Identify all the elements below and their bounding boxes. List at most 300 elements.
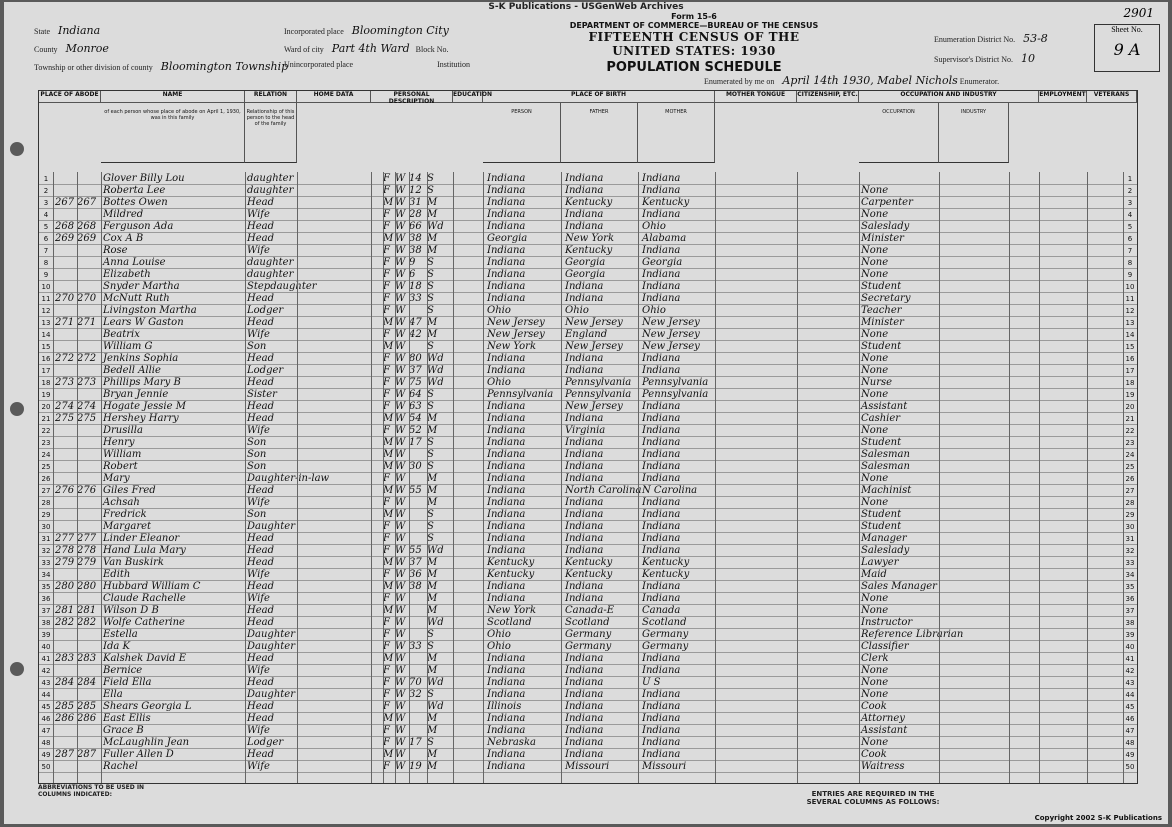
occupation: None — [861, 593, 889, 604]
birthplace-mother: Indiana — [642, 581, 681, 592]
table-row — [39, 593, 1137, 605]
sheet-label: Sheet No. — [1111, 25, 1143, 34]
state-line — [34, 24, 288, 42]
sex: F — [383, 173, 390, 184]
dwelling-number — [55, 185, 77, 197]
race: W — [395, 509, 406, 520]
relation: Daughter-in-law — [247, 473, 330, 484]
occupation: Attorney — [861, 713, 905, 724]
row-number: 14 — [41, 331, 51, 339]
person-name: Anna Louise — [103, 257, 166, 268]
occupation: Cook — [861, 701, 887, 712]
birthplace-person: Indiana — [487, 509, 526, 520]
relation: Son — [247, 449, 267, 460]
row-number: 26 — [41, 475, 51, 483]
person-name: East Ellis — [103, 713, 151, 724]
person-name: Bryan Jennie — [103, 389, 169, 400]
occupation: None — [861, 473, 889, 484]
occupation: Nurse — [861, 377, 893, 388]
birthplace-father: North Carolina — [565, 485, 642, 496]
sex: F — [383, 353, 390, 364]
row-number: 27 — [41, 487, 51, 495]
age: 37 — [409, 365, 422, 376]
birthplace-father: New Jersey — [565, 341, 623, 352]
birthplace-mother: Indiana — [642, 653, 681, 664]
marital-status: S — [427, 401, 434, 412]
person-name: McNutt Ruth — [103, 293, 170, 304]
family-number — [77, 629, 99, 641]
binder-hole — [10, 142, 24, 156]
row-number: 29 — [41, 511, 51, 519]
birthplace-father: Indiana — [565, 173, 604, 184]
sex: F — [383, 293, 390, 304]
birthplace-mother: Georgia — [642, 257, 683, 268]
birthplace-father: Indiana — [565, 593, 604, 604]
row-number: 32 — [1125, 547, 1135, 555]
dwelling-number: 280 — [55, 581, 75, 592]
marital-status: M — [427, 197, 438, 208]
age: 37 — [409, 557, 422, 568]
race: W — [395, 701, 406, 712]
birthplace-father: New Jersey — [565, 317, 623, 328]
age: 17 — [409, 737, 422, 748]
birthplace-person: Nebraska — [487, 737, 536, 748]
relation: Daughter — [247, 521, 295, 532]
age — [409, 509, 425, 521]
occupation — [861, 173, 939, 185]
birthplace-father: Indiana — [565, 533, 604, 544]
sex: F — [383, 533, 390, 544]
birthplace-person: New Jersey — [487, 329, 545, 340]
birthplace-mother: Indiana — [642, 749, 681, 760]
person-name: Rachel — [103, 761, 138, 772]
relation: Head — [247, 485, 275, 496]
table-row — [39, 461, 1137, 473]
person-name: Van Buskirk — [103, 557, 164, 568]
person-name: Cox A B — [103, 233, 144, 244]
table-row — [39, 485, 1137, 497]
person-name: Estella — [103, 629, 138, 640]
dwelling-number — [55, 209, 77, 221]
table-row — [39, 221, 1137, 233]
birthplace-father: Indiana — [565, 665, 604, 676]
dwelling-number: 270 — [55, 293, 75, 304]
row-number: 25 — [41, 463, 51, 471]
row-number: 21 — [41, 415, 51, 423]
age: 28 — [409, 209, 422, 220]
birthplace-person: Indiana — [487, 221, 526, 232]
row-number: 48 — [41, 739, 51, 747]
relation: Head — [247, 677, 275, 688]
column-rule — [1009, 172, 1010, 783]
marital-status: S — [427, 305, 434, 316]
person-name: Achsah — [103, 497, 140, 508]
dwelling-number — [55, 473, 77, 485]
dwelling-number — [55, 593, 77, 605]
occupation: None — [861, 209, 889, 220]
age: 63 — [409, 401, 422, 412]
race: W — [395, 281, 406, 292]
census-table — [38, 90, 1138, 784]
table-row — [39, 197, 1137, 209]
incorporated-label: Incorporated place — [284, 27, 344, 36]
birthplace-mother: Indiana — [642, 269, 681, 280]
family-number: 277 — [77, 533, 97, 544]
birthplace-father: Germany — [565, 629, 612, 640]
age: 55 — [409, 485, 422, 496]
marital-status: Wd — [427, 701, 444, 712]
birthplace-person: New Jersey — [487, 317, 545, 328]
sheet-number-box — [1094, 24, 1160, 72]
relation: Head — [247, 401, 275, 412]
row-number: 49 — [1125, 751, 1135, 759]
sex: M — [383, 749, 394, 760]
birthplace-person: Indiana — [487, 545, 526, 556]
dwelling-number — [55, 449, 77, 461]
column-rule — [1087, 172, 1088, 783]
row-number: 35 — [41, 583, 51, 591]
sex: M — [383, 509, 394, 520]
township-line — [34, 60, 288, 78]
age: 36 — [409, 569, 422, 580]
birthplace-mother: Indiana — [642, 665, 681, 676]
family-number — [77, 257, 99, 269]
dwelling-number: 272 — [55, 353, 75, 364]
age: 6 — [409, 269, 416, 280]
age — [409, 533, 425, 545]
person-name: Phillips Mary B — [103, 377, 181, 388]
family-number: 279 — [77, 557, 97, 568]
table-row — [39, 557, 1137, 569]
row-number: 46 — [41, 715, 51, 723]
marital-status: M — [427, 665, 438, 676]
family-number — [77, 497, 99, 509]
row-number: 2 — [43, 187, 49, 195]
dwelling-number — [55, 365, 77, 377]
row-number: 8 — [1127, 259, 1133, 267]
race: W — [395, 257, 406, 268]
ward-label: Ward of city — [284, 45, 324, 54]
family-number: 268 — [77, 221, 97, 232]
family-number: 285 — [77, 701, 97, 712]
birthplace-mother: Indiana — [642, 509, 681, 520]
sex: M — [383, 653, 394, 664]
family-number — [77, 521, 99, 533]
birthplace-mother: Indiana — [642, 689, 681, 700]
marital-status: M — [427, 485, 438, 496]
marital-status: M — [427, 761, 438, 772]
occupation: Cook — [861, 749, 887, 760]
row-number: 12 — [41, 307, 51, 315]
institution-label: Institution — [437, 60, 470, 69]
marital-status: M — [427, 713, 438, 724]
birthplace-mother: Indiana — [642, 209, 681, 220]
family-number: 283 — [77, 653, 97, 664]
person-name: Jenkins Sophia — [103, 353, 179, 364]
birthplace-person: New York — [487, 605, 536, 616]
relation: Wife — [247, 329, 270, 340]
age: 55 — [409, 545, 422, 556]
table-row — [39, 569, 1137, 581]
sex: F — [383, 221, 390, 232]
sex: F — [383, 665, 390, 676]
race: W — [395, 545, 406, 556]
person-name: Hogate Jessie M — [103, 401, 186, 412]
age: 31 — [409, 197, 422, 208]
marital-status: M — [427, 725, 438, 736]
birthplace-father: New Jersey — [565, 401, 623, 412]
occupation: None — [861, 425, 889, 436]
relation: Wife — [247, 209, 270, 220]
birthplace-person: Indiana — [487, 437, 526, 448]
birthplace-father: New York — [565, 233, 614, 244]
relation: Wife — [247, 665, 270, 676]
birthplace-mother: Indiana — [642, 293, 681, 304]
row-number: 36 — [1125, 595, 1135, 603]
birthplace-father: Ohio — [565, 305, 589, 316]
race: W — [395, 641, 406, 652]
incorporated-value: Bloomington City — [351, 24, 449, 37]
age: 64 — [409, 389, 422, 400]
row-number: 38 — [1125, 619, 1135, 627]
age: 33 — [409, 293, 422, 304]
race: W — [395, 449, 406, 460]
table-row — [39, 677, 1137, 689]
race: W — [395, 569, 406, 580]
dwelling-number — [55, 461, 77, 473]
row-number: 37 — [41, 607, 51, 615]
occupation: Waitress — [861, 761, 905, 772]
table-row — [39, 749, 1137, 761]
birthplace-father: Indiana — [565, 545, 604, 556]
marital-status: S — [427, 389, 434, 400]
row-number: 28 — [1125, 499, 1135, 507]
row-number: 31 — [41, 535, 51, 543]
race: W — [395, 173, 406, 184]
relation: Son — [247, 461, 267, 472]
row-number: 31 — [1125, 535, 1135, 543]
relation: Head — [247, 605, 275, 616]
row-number: 16 — [1125, 355, 1135, 363]
birthplace-person: Indiana — [487, 197, 526, 208]
footer — [38, 784, 1136, 820]
person-name: Margaret — [103, 521, 152, 532]
birthplace-person: Indiana — [487, 713, 526, 724]
age — [409, 749, 425, 761]
occupation: None — [861, 329, 889, 340]
relation: Lodger — [247, 365, 284, 376]
person-name: Snyder Martha — [103, 281, 180, 292]
dwelling-number: 273 — [55, 377, 75, 388]
dwelling-number — [55, 689, 77, 701]
birthplace-person: Indiana — [487, 473, 526, 484]
birthplace-person: Indiana — [487, 533, 526, 544]
relation: Head — [247, 557, 275, 568]
age: 47 — [409, 317, 422, 328]
age: 32 — [409, 689, 422, 700]
person-name: Hand Lula Mary — [103, 545, 186, 556]
relation: Head — [247, 197, 275, 208]
marital-status: S — [427, 689, 434, 700]
relation: Head — [247, 701, 275, 712]
family-number: 281 — [77, 605, 97, 616]
relation: daughter — [247, 173, 294, 184]
dwelling-number: 268 — [55, 221, 75, 232]
race: W — [395, 425, 406, 436]
marital-status: S — [427, 461, 434, 472]
person-name: McLaughlin Jean — [103, 737, 190, 748]
occupation: None — [861, 677, 889, 688]
occupation: None — [861, 257, 889, 268]
occupation: Student — [861, 341, 902, 352]
table-row — [39, 629, 1137, 641]
relation: Head — [247, 377, 275, 388]
age: 12 — [409, 185, 422, 196]
race: W — [395, 197, 406, 208]
table-row — [39, 233, 1137, 245]
birthplace-father: Indiana — [565, 281, 604, 292]
birthplace-father: Indiana — [565, 293, 604, 304]
table-row — [39, 257, 1137, 269]
family-number: 287 — [77, 749, 97, 760]
sex: F — [383, 257, 390, 268]
table-row — [39, 377, 1137, 389]
birthplace-mother: New Jersey — [642, 329, 700, 340]
race: W — [395, 677, 406, 688]
age — [409, 497, 425, 509]
birthplace-father: Indiana — [565, 725, 604, 736]
birthplace-person: Indiana — [487, 665, 526, 676]
birthplace-mother: Indiana — [642, 521, 681, 532]
table-row — [39, 209, 1137, 221]
person-name: Roberta Lee — [103, 185, 166, 196]
relation: Head — [247, 413, 275, 424]
birthplace-father: Indiana — [565, 713, 604, 724]
person-name: Ella — [103, 689, 123, 700]
column-rule — [483, 172, 484, 783]
relation: Daughter — [247, 689, 295, 700]
birthplace-person: Indiana — [487, 401, 526, 412]
sex: M — [383, 557, 394, 568]
family-number — [77, 185, 99, 197]
dwelling-number: 284 — [55, 677, 75, 688]
row-number: 42 — [41, 667, 51, 675]
birthplace-mother: Germany — [642, 641, 689, 652]
column-rule — [715, 172, 716, 783]
dwelling-number — [55, 389, 77, 401]
row-number: 47 — [41, 727, 51, 735]
birthplace-father: Kentucky — [565, 569, 613, 580]
dwelling-number — [55, 257, 77, 269]
birthplace-father: Indiana — [565, 209, 604, 220]
person-name: Bottes Owen — [103, 197, 168, 208]
row-number: 11 — [1125, 295, 1135, 303]
birthplace-mother: Ohio — [642, 221, 666, 232]
race: W — [395, 629, 406, 640]
dwelling-number — [55, 761, 77, 773]
dwelling-number: 274 — [55, 401, 75, 412]
family-number — [77, 593, 99, 605]
birthplace-person: Kentucky — [487, 557, 535, 568]
birthplace-person: Indiana — [487, 245, 526, 256]
race: W — [395, 617, 406, 628]
birthplace-person: Indiana — [487, 725, 526, 736]
birthplace-father: Indiana — [565, 497, 604, 508]
table-row — [39, 245, 1137, 257]
marital-status: S — [427, 281, 434, 292]
table-row — [39, 605, 1137, 617]
row-number: 43 — [41, 679, 51, 687]
table-row — [39, 713, 1137, 725]
person-name: Shears Georgia L — [103, 701, 192, 712]
township-label: Township or other division of county — [34, 63, 153, 72]
race: W — [395, 521, 406, 532]
table-row — [39, 509, 1137, 521]
sex: F — [383, 185, 390, 196]
state-value: Indiana — [58, 24, 101, 37]
row-number: 20 — [1125, 403, 1135, 411]
relation: Head — [247, 317, 275, 328]
birthplace-person: Indiana — [487, 653, 526, 664]
row-number: 11 — [41, 295, 51, 303]
person-name: Wolfe Catherine — [103, 617, 185, 628]
race: W — [395, 377, 406, 388]
supervisor-label: Supervisor's District No. — [934, 55, 1013, 64]
table-row — [39, 641, 1137, 653]
dwelling-number: 277 — [55, 533, 75, 544]
birthplace-mother: Scotland — [642, 617, 687, 628]
race: W — [395, 269, 406, 280]
row-number: 17 — [41, 367, 51, 375]
occupation: Lawyer — [861, 557, 899, 568]
header-left — [34, 24, 288, 78]
person-name: Hubbard William C — [103, 581, 201, 592]
occupation: Saleslady — [861, 545, 910, 556]
birthplace-father: Germany — [565, 641, 612, 652]
enum-district-line — [934, 32, 1048, 52]
row-number: 41 — [1125, 655, 1135, 663]
row-number: 3 — [43, 199, 49, 207]
occupation: None — [861, 353, 889, 364]
sex: F — [383, 377, 390, 388]
relation: Head — [247, 581, 275, 592]
birthplace-person: Pennsylvania — [487, 389, 554, 400]
table-row — [39, 437, 1137, 449]
dwelling-number — [55, 737, 77, 749]
dwelling-number — [55, 641, 77, 653]
race: W — [395, 293, 406, 304]
sex: F — [383, 569, 390, 580]
family-number: 286 — [77, 713, 97, 724]
dwelling-number — [55, 281, 77, 293]
relation: Wife — [247, 425, 270, 436]
column-rule — [53, 172, 54, 783]
race: W — [395, 221, 406, 232]
birthplace-father: Indiana — [565, 365, 604, 376]
sex: M — [383, 413, 394, 424]
block-label: Block No. — [415, 45, 449, 54]
birthplace-mother: Indiana — [642, 245, 681, 256]
birthplace-mother: U S — [642, 677, 661, 688]
row-number: 35 — [1125, 583, 1135, 591]
occupation: None — [861, 497, 889, 508]
county-value: Monroe — [65, 42, 109, 55]
birthplace-mother: Indiana — [642, 725, 681, 736]
family-number: 276 — [77, 485, 97, 496]
birthplace-mother: Indiana — [642, 281, 681, 292]
group-head-occupation: OCCUPATION AND INDUSTRY — [859, 91, 1039, 103]
column-rule — [561, 172, 562, 783]
